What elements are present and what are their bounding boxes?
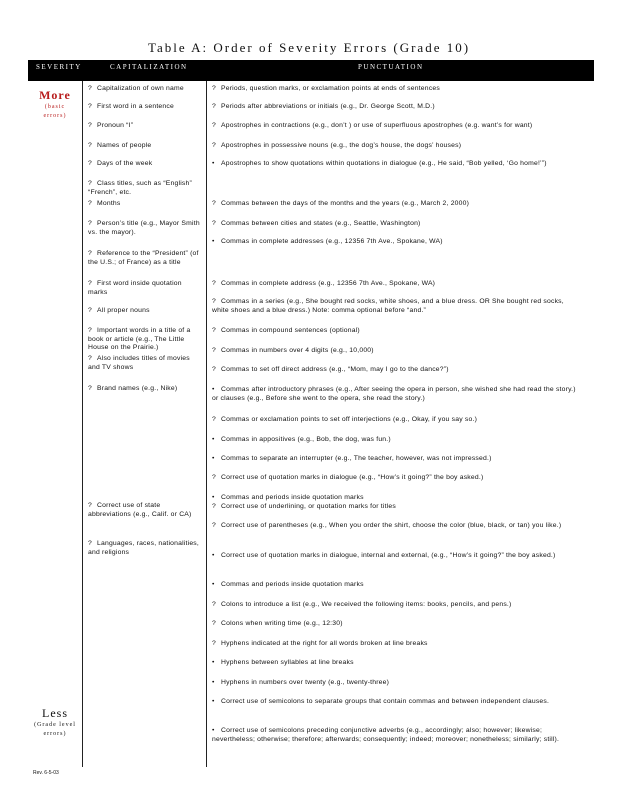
pun-item: ? Commas in complete address (e.g., 12356 7th Ave., Spokane, WA) bbox=[212, 280, 436, 287]
pun-item: ? Periods after abbreviations or initials (e.g., Dr. George Scott, M.D.) bbox=[212, 103, 435, 110]
pun-item: ? Correct use of quotation marks in dialogue (e.g., “How’s it going?” the boy asked.) bbox=[212, 474, 484, 481]
severity-more bbox=[28, 88, 82, 121]
cap-item: ? Correct use of state abbreviations (e.g., Calif. or CA) bbox=[88, 502, 192, 518]
pun-item: • Apostrophes to show quotations within quotations in dialogue (e.g., He said, “Bob yelled, ‘Go home!’”) bbox=[212, 160, 547, 167]
pun-item: ? Commas in numbers over 4 digits (e.g., 10,000) bbox=[212, 347, 374, 354]
cap-item: ? Pronoun “I” bbox=[88, 122, 134, 129]
severity-less-note-1: (Grade level bbox=[34, 722, 76, 728]
pun-item: • Commas in complete addresses (e.g., 12356 7th Ave., Spokane, WA) bbox=[212, 238, 443, 245]
pun-item: • Correct use of semicolons preceding conjunctive adverbs (e.g., accordingly; also; however; likewise; nevertheless; otherwise; therefore; afterwards; consequently; indeed; moreover; nonetheless; similarly; still). bbox=[212, 727, 560, 743]
cap-item: ? Person’s title (e.g., Mayor Smith vs. the mayor). bbox=[88, 220, 200, 236]
pun-item: ? Apostrophes in possessive nouns (e.g., the dog’s house, the dogs’ houses) bbox=[212, 142, 462, 149]
header-capitalization: CAPITALIZATION bbox=[110, 63, 188, 71]
cap-item: ? Days of the week bbox=[88, 160, 153, 167]
pun-item: ? Hyphens indicated at the right for all words broken at line breaks bbox=[212, 640, 428, 647]
pun-item: ? Commas or exclamation points to set off interjections (e.g., Okay, if you say so.) bbox=[212, 416, 478, 423]
severity-more-label: More bbox=[39, 88, 71, 102]
pun-item: ? Commas in a series (e.g., She bought red socks, white shoes, and a blue dress. OR She bought red socks, white shoes and a blue dress.) Note: comma optional before “and.” bbox=[212, 298, 564, 314]
cap-item: ? Reference to the “President” (of the U.S.; of France) as a title bbox=[88, 250, 199, 266]
cap-item: ? Languages, races, nationalities, and religions bbox=[88, 540, 199, 556]
cap-item: ? Class titles, such as “English” “French”, etc. bbox=[88, 180, 192, 196]
pun-item: ? Colons to introduce a list (e.g., We received the following items: books, pencils, and pens.) bbox=[212, 601, 512, 608]
pun-item: ? Commas between cities and states (e.g., Seattle, Washington) bbox=[212, 220, 421, 227]
column-divider-2 bbox=[206, 81, 207, 767]
cap-item: ? Also includes titles of movies and TV shows bbox=[88, 355, 190, 371]
revision-note: Rev. 6-5-03 bbox=[33, 770, 59, 776]
pun-item: • Correct use of quotation marks in dialogue, internal and external, (e.g., “How’s it going?” the boy asked.) bbox=[212, 552, 556, 559]
pun-item: • Commas in appositives (e.g., Bob, the dog, was fun.) bbox=[212, 436, 391, 443]
cap-item: ? All proper nouns bbox=[88, 307, 150, 314]
severity-less-note-2: errors) bbox=[43, 731, 67, 737]
cap-item: ? Months bbox=[88, 200, 121, 207]
pun-item: ? Commas to set off direct address (e.g., “Mom, may I go to the dance?”) bbox=[212, 366, 449, 373]
pun-item: ? Apostrophes in contractions (e.g., don’t ) or use of superfluous apostrophes (e.g. want’s for want) bbox=[212, 122, 533, 129]
cap-item: ? Brand names (e.g., Nike) bbox=[88, 385, 178, 392]
severity-less bbox=[28, 706, 82, 739]
table-header bbox=[28, 60, 594, 81]
pun-item: ? Commas between the days of the months and the years (e.g., March 2, 2000) bbox=[212, 200, 470, 207]
pun-item: ? Colons when writing time (e.g., 12:30) bbox=[212, 620, 343, 627]
pun-item: • Commas and periods inside quotation marks bbox=[212, 494, 364, 501]
severity-more-note-2: errors) bbox=[43, 113, 67, 119]
cap-item: ? First word inside quotation marks bbox=[88, 280, 182, 296]
pun-item: • Hyphens in numbers over twenty (e.g., twenty-three) bbox=[212, 679, 390, 686]
pun-item: • Correct use of semicolons to separate groups that contain commas and between independent clauses. bbox=[212, 698, 550, 705]
severity-less-label: Less bbox=[42, 706, 68, 720]
pun-item: • Commas and periods inside quotation marks bbox=[212, 581, 364, 588]
pun-item: • Commas to separate an interrupter (e.g., The teacher, however, was not impressed.) bbox=[212, 455, 492, 462]
cap-item: ? Names of people bbox=[88, 142, 152, 149]
header-severity: SEVERITY bbox=[36, 63, 82, 71]
pun-item: ? Correct use of parentheses (e.g., When you order the shirt, choose the color (blue, black, or tan) you like.) bbox=[212, 522, 562, 529]
pun-item: ? Correct use of underlining, or quotation marks for titles bbox=[212, 503, 396, 510]
pun-item: • Commas after introductory phrases (e.g., After seeing the opera in person, she wished she had read the story.) or clauses (e.g., Before she went to the opera, she read the story.) bbox=[212, 386, 576, 402]
header-punctuation: PUNCTUATION bbox=[358, 63, 424, 71]
pun-item: • Hyphens between syllables at line breaks bbox=[212, 659, 354, 666]
cap-item: ? First word in a sentence bbox=[88, 103, 174, 110]
column-divider-1 bbox=[82, 81, 83, 767]
severity-more-note-1: (basic bbox=[44, 104, 66, 110]
cap-item: ? Capitalization of own name bbox=[88, 85, 184, 92]
cap-item: ? Important words in a title of a book or article (e.g., The Little House on the Prairie.) bbox=[88, 327, 191, 351]
page-title: Table A: Order of Severity Errors (Grade 10) bbox=[147, 40, 471, 55]
pun-item: ? Commas in compound sentences (optional) bbox=[212, 327, 360, 334]
pun-item: ? Periods, question marks, or exclamation points at ends of sentences bbox=[212, 85, 440, 92]
